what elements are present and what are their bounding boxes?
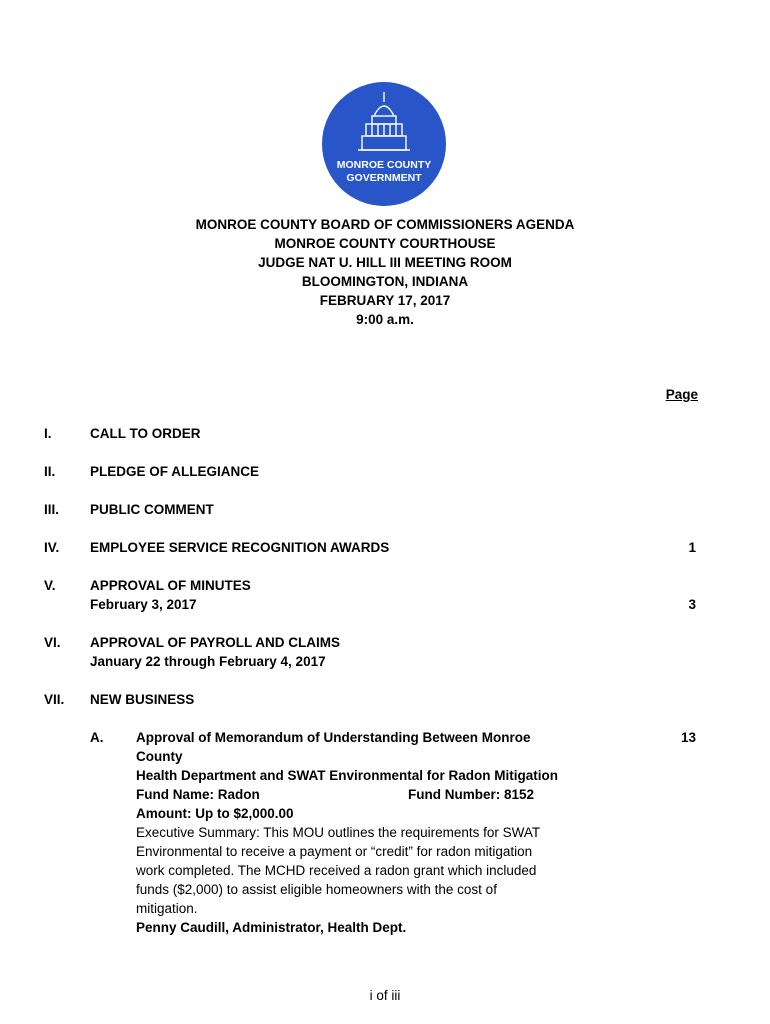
header-line: JUDGE NAT U. HILL III MEETING ROOM	[258, 255, 512, 270]
sub-item-title: Health Department and SWAT Environmental for Radon Mitigation	[136, 768, 559, 783]
summary-line: mitigation.	[136, 901, 198, 916]
header-line: MONROE COUNTY COURTHOUSE	[274, 236, 496, 251]
item-page: 13	[680, 730, 696, 745]
item-number: III.	[44, 502, 60, 517]
header-line: 9:00 a.m.	[356, 312, 414, 327]
amount: Amount: Up to $2,000.00	[136, 806, 294, 821]
fund-row	[136, 785, 576, 804]
item-title: NEW BUSINESS	[90, 692, 195, 707]
item-title: PLEDGE OF ALLEGIANCE	[90, 464, 260, 479]
presenter: Penny Caudill, Administrator, Health Dept.	[136, 920, 407, 935]
page-column-label: Page	[665, 387, 698, 402]
item-title: PUBLIC COMMENT	[90, 502, 214, 517]
sub-item-body	[136, 728, 576, 937]
item-subtitle: February 3, 2017	[90, 597, 197, 612]
item-page: 3	[688, 597, 696, 612]
summary-line: Environmental to receive a payment or “credit” for radon mitigation	[136, 844, 533, 859]
summary-line: funds ($2,000) to assist eligible homeowners with the cost of	[136, 882, 497, 897]
logo-line2: GOVERNMENT	[346, 172, 422, 184]
monroe-county-logo	[322, 82, 446, 206]
header-line: BLOOMINGTON, INDIANA	[301, 274, 469, 289]
sub-item-letter: A.	[90, 730, 104, 745]
agenda-header	[0, 215, 770, 329]
item-title: EMPLOYEE SERVICE RECOGNITION AWARDS	[90, 540, 390, 555]
item-title: APPROVAL OF PAYROLL AND CLAIMS	[90, 635, 341, 650]
item-number: II.	[44, 464, 56, 479]
fund-name: Fund Name: Radon	[136, 787, 260, 802]
fund-number: Fund Number: 8152	[408, 787, 535, 802]
item-page: 1	[688, 540, 696, 555]
header-line: MONROE COUNTY BOARD OF COMMISSIONERS AGENDA	[195, 217, 575, 232]
item-number: IV.	[44, 540, 60, 555]
logo-line1: MONROE COUNTY	[336, 159, 432, 171]
item-subtitle: January 22 through February 4, 2017	[90, 654, 326, 669]
item-title: APPROVAL OF MINUTES	[90, 578, 251, 593]
item-number: VII.	[44, 692, 65, 707]
summary-line: work completed. The MCHD received a radon grant which included	[136, 863, 537, 878]
item-number: I.	[44, 426, 52, 441]
item-number: VI.	[44, 635, 61, 650]
page-footer: i of iii	[369, 988, 401, 1003]
item-number: V.	[44, 578, 56, 593]
header-line: FEBRUARY 17, 2017	[319, 293, 451, 308]
item-title: CALL TO ORDER	[90, 426, 201, 441]
sub-item-title: Approval of Memorandum of Understanding Between Monroe County	[136, 730, 531, 764]
summary-line: Executive Summary: This MOU outlines the requirements for SWAT	[136, 825, 541, 840]
